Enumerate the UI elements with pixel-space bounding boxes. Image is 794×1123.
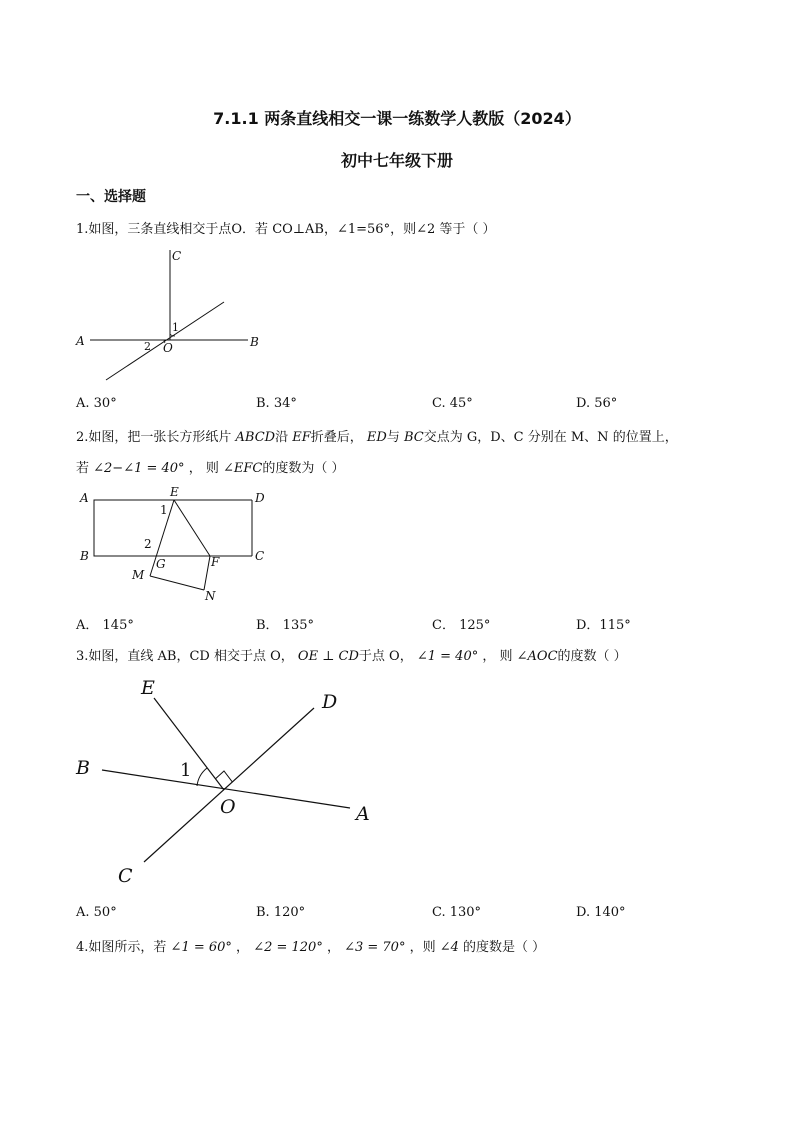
label-a: A [356,803,370,825]
label-1: 1 [180,760,192,781]
label-m: M [132,568,145,582]
line-cd [144,708,314,862]
angle-1-arc [197,768,207,786]
label-c: C [172,249,182,263]
q3-option-b[interactable]: B. 120° [256,905,306,920]
label-b: B [80,549,89,563]
fold-ef [174,500,210,556]
label-2: 2 [144,340,151,353]
question-3-figure [70,670,380,890]
label-o: O [163,341,173,355]
label-1: 1 [172,321,179,334]
label-a: A [80,491,89,505]
label-g: G [156,557,166,571]
question-2-line-2: 若 ∠2−∠1 = 40° ， 则 ∠EFC的度数为（ ） [76,461,345,476]
q3-option-a[interactable]: A. 50° [76,905,117,920]
q1-option-d[interactable]: D. 56° [576,396,618,411]
q2-option-a[interactable]: A． 145° [76,618,134,633]
label-e: E [170,485,179,499]
q1-option-a[interactable]: A. 30° [76,396,117,411]
label-c: C [255,549,265,563]
page-subtitle: 初中七年级下册 [340,151,453,170]
label-e: E [141,677,155,699]
label-a: A [76,334,85,348]
label-c: C [118,865,133,887]
question-2-figure [76,484,276,609]
right-angle-mark [216,771,233,782]
q2-option-c[interactable]: C． 125° [432,618,491,633]
fold-nf [204,556,210,590]
fold-mn [150,576,204,590]
label-n: N [205,589,216,603]
label-1: 1 [160,503,168,517]
page-title: 7.1.1 两条直线相交一课一练数学人教版（2024） [213,109,581,128]
q3-option-c[interactable]: C. 130° [432,905,482,920]
label-d: D [322,691,338,713]
label-f: F [211,555,220,569]
label-d: D [255,491,265,505]
q1-option-c[interactable]: C. 45° [432,396,473,411]
question-4-text: 4.如图所示，若 ∠1 = 60° ， ∠2 = 120° ， ∠3 = 70° ，则 ∠4 的度数是（ ） [76,940,546,955]
question-1-text: 1.如图，三条直线相交于点O．若 CO⊥AB，∠1=56°，则∠2 等于（ ） [76,222,496,237]
question-2-line-1: 2.如图，把一张长方形纸片 ABCD沿 EF折叠后， ED与 BC交点为 G，D、C 分别在 M、N 的位置上， [76,430,678,445]
section-heading: 一、选择题 [76,189,146,205]
q2-option-b[interactable]: B． 135° [256,618,314,633]
question-3-text: 3.如图，直线 AB，CD 相交于点 O， OE ⊥ CD于点 O， ∠1 = 40° ， 则 ∠AOC的度数（ ） [76,649,627,664]
q1-option-b[interactable]: B. 34° [256,396,297,411]
label-o: O [220,796,236,818]
q3-option-d[interactable]: D. 140° [576,905,626,920]
question-1-figure [70,242,270,387]
label-b: B [76,757,90,779]
q2-option-d[interactable]: D．115° [576,618,631,633]
label-2: 2 [144,537,152,551]
label-b: B [250,335,259,349]
